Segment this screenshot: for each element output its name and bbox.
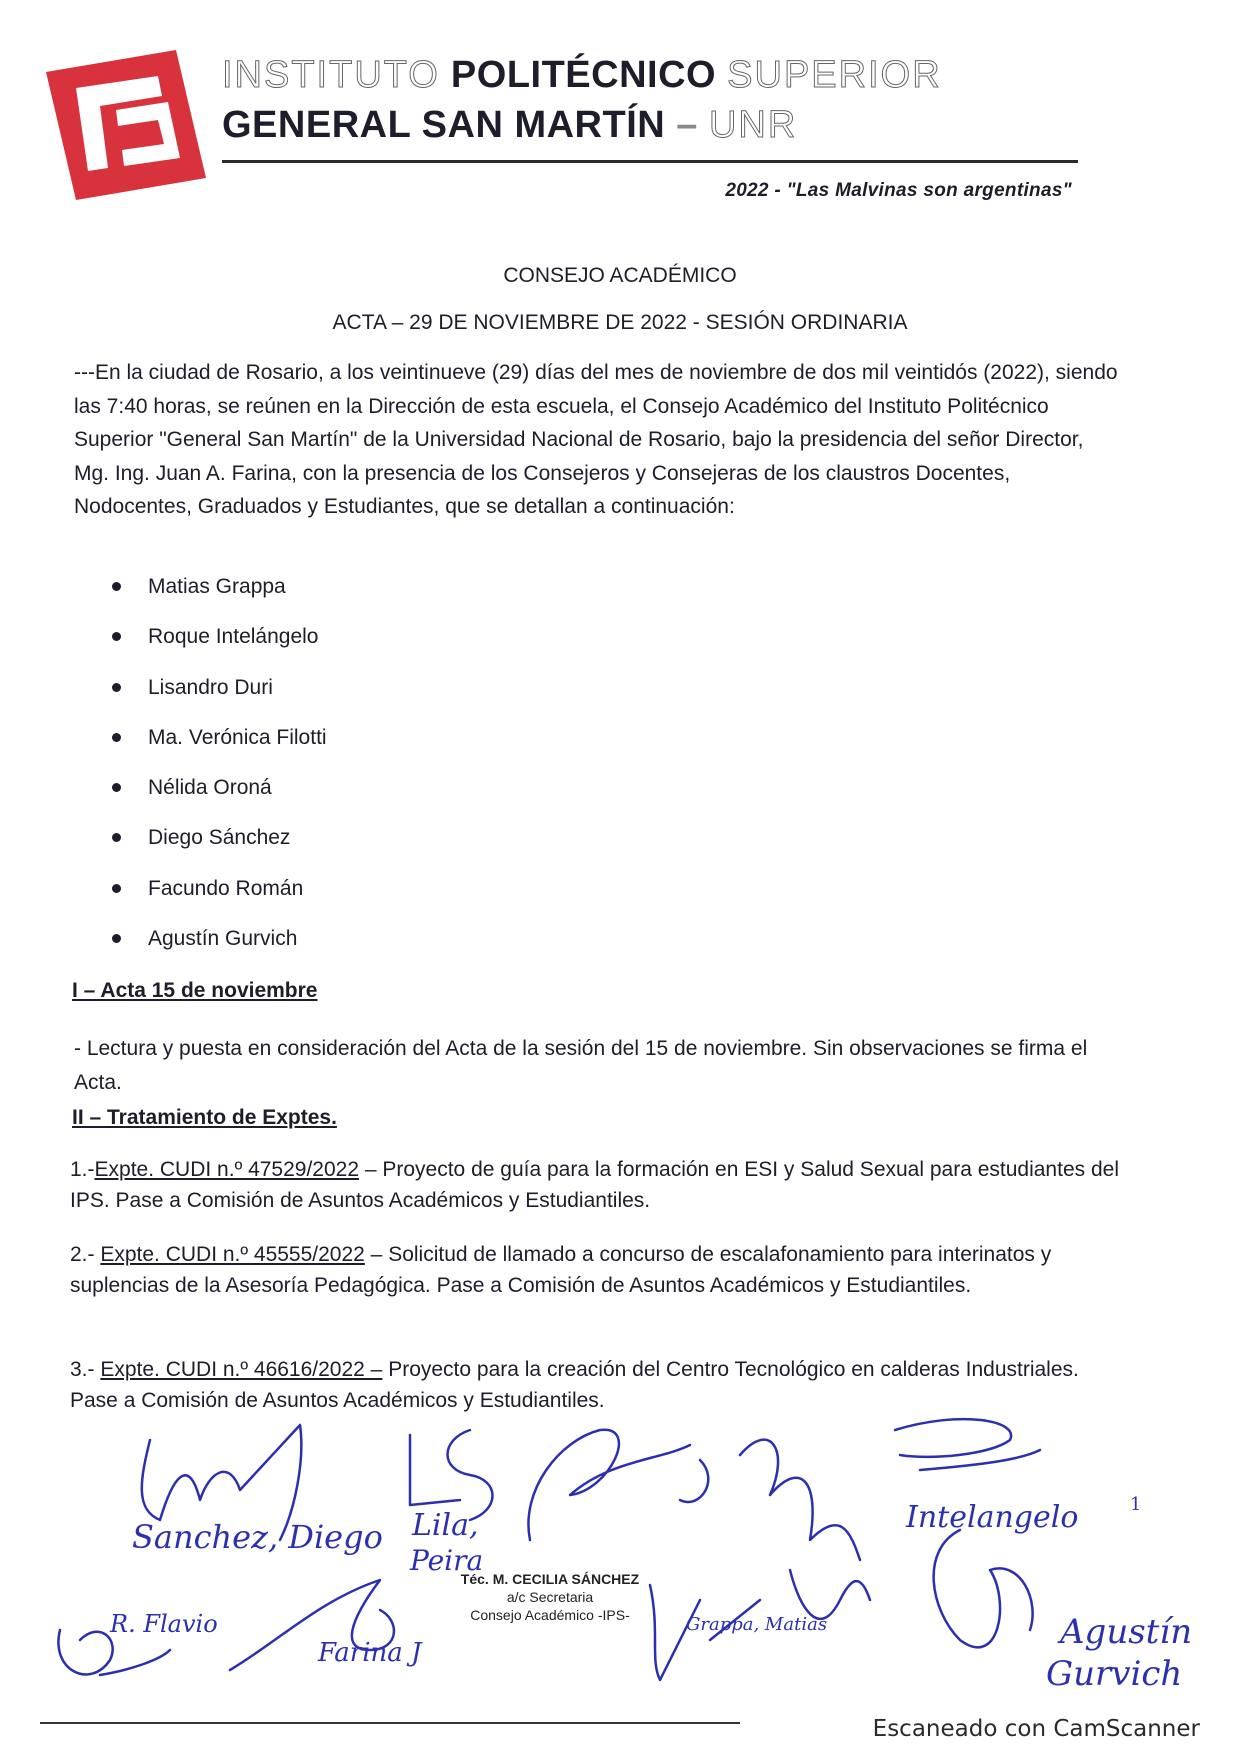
attendee-item: Lisandro Duri bbox=[110, 673, 327, 723]
expte-text: Proyecto para la creación del Centro Tecnológico en calderas Industriales. Pase a Comisión de Asuntos Académicos y Estudiantiles. bbox=[70, 1358, 1079, 1412]
session-title: ACTA – 29 DE NOVIEMBRE DE 2022 - SESIÓN ORDINARIA bbox=[332, 311, 908, 334]
section2-heading: II – Tratamiento de Exptes. bbox=[72, 1106, 337, 1129]
signature-bottom-left: R. Flavio bbox=[110, 1610, 218, 1638]
expte-number: 1.- bbox=[70, 1158, 95, 1181]
institute-line2-main: GENERAL SAN MARTÍN bbox=[222, 104, 666, 146]
signature-peira: Peira bbox=[410, 1544, 484, 1577]
motto: 2022 - "Las Malvinas son argentinas" bbox=[725, 180, 1072, 201]
bottom-divider bbox=[40, 1722, 740, 1724]
expte-id: Expte. CUDI n.º 45555/2022 bbox=[100, 1243, 365, 1266]
stamp-body: Consejo Académico -IPS- bbox=[470, 1607, 630, 1623]
expte-item-1 bbox=[70, 1155, 1130, 1216]
header-divider bbox=[222, 160, 1078, 163]
attendee-item: Roque Intelángelo bbox=[110, 622, 327, 672]
signature-agustin: Agustín bbox=[1060, 1612, 1193, 1652]
institute-word2: POLITÉCNICO bbox=[450, 54, 717, 96]
expte-item-2 bbox=[70, 1240, 1130, 1301]
institute-line2-dash: – bbox=[676, 104, 698, 146]
attendee-item: Diego Sánchez bbox=[110, 823, 327, 873]
signature-intelangelo: Intelangelo bbox=[906, 1500, 1079, 1535]
attendee-item: Facundo Román bbox=[110, 874, 327, 924]
expte-id: Expte. CUDI n.º 47529/2022 bbox=[94, 1158, 360, 1181]
expte-id: Expte. CUDI n.º 46616/2022 – bbox=[100, 1358, 383, 1381]
institute-line2-suffix: UNR bbox=[708, 104, 798, 146]
attendee-item: Matias Grappa bbox=[110, 572, 327, 622]
signature-lila: Lila, bbox=[412, 1508, 479, 1543]
institute-logo bbox=[46, 50, 206, 200]
signature-grappa: Grappa, Matias bbox=[686, 1614, 828, 1635]
institute-name-line2 bbox=[222, 104, 797, 147]
expte-number: 3.- bbox=[70, 1358, 101, 1381]
stamp-role: a/c Secretaria bbox=[506, 1589, 594, 1605]
institute-word3: SUPERIOR bbox=[727, 54, 942, 96]
camscanner-watermark: Escaneado con CamScanner bbox=[872, 1716, 1200, 1742]
footnote-mark: 1 bbox=[1130, 1494, 1142, 1515]
institute-name-line1 bbox=[222, 54, 942, 97]
stamp-name: Téc. M. CECILIA SÁNCHEZ bbox=[460, 1571, 640, 1587]
signature-gurvich: Gurvich bbox=[1046, 1654, 1183, 1694]
section1-text: - Lectura y puesta en consideración del Acta de la sesión del 15 de noviembre. Sin observaciones se firma el Acta. bbox=[74, 1037, 1088, 1094]
institute-word1: INSTITUTO bbox=[222, 54, 440, 96]
intro-paragraph: ---En la ciudad de Rosario, a los veintinueve (29) días del mes de noviembre de dos mil veintidós (2022), siendo las 7:40 horas, se reúnen en la Dirección de esta escuela, el Consejo Académico del Instituto Politécnico Superior "General San Martín" de la Universidad Nacional de Rosario, bajo la presidencia del señor Director, Mg. Ing. Juan A. Farina, con la presencia de los Consejeros y Consejeras de los claustros Docentes, Nodocentes, Graduados y Estudiantes, que se detallan a continuación: bbox=[74, 361, 1118, 518]
expte-text: – Solicitud de llamado a concurso de escalafonamiento para interinatos y suplencias de la Asesoría Pedagógica. Pase a Comisión de Asuntos Académicos y Estudiantiles. bbox=[70, 1243, 1052, 1297]
signature-sanchez: Sanchez, Diego bbox=[132, 1518, 383, 1556]
attendee-item: Agustín Gurvich bbox=[110, 924, 327, 974]
expte-text: – Proyecto de guía para la formación en ESI y Salud Sexual para estudiantes del IPS. Pase a Comisión de Asuntos Académicos y Estudiantiles. bbox=[70, 1158, 1119, 1212]
attendee-list bbox=[110, 572, 327, 974]
secretary-stamp bbox=[440, 1570, 660, 1624]
section1-heading: I – Acta 15 de noviembre bbox=[72, 979, 318, 1002]
attendee-item: Ma. Verónica Filotti bbox=[110, 723, 327, 773]
signature-farina: Farina J bbox=[318, 1638, 422, 1668]
attendee-item: Nélida Oroná bbox=[110, 773, 327, 823]
expte-number: 2.- bbox=[70, 1243, 101, 1266]
council-title: CONSEJO ACADÉMICO bbox=[503, 264, 737, 287]
